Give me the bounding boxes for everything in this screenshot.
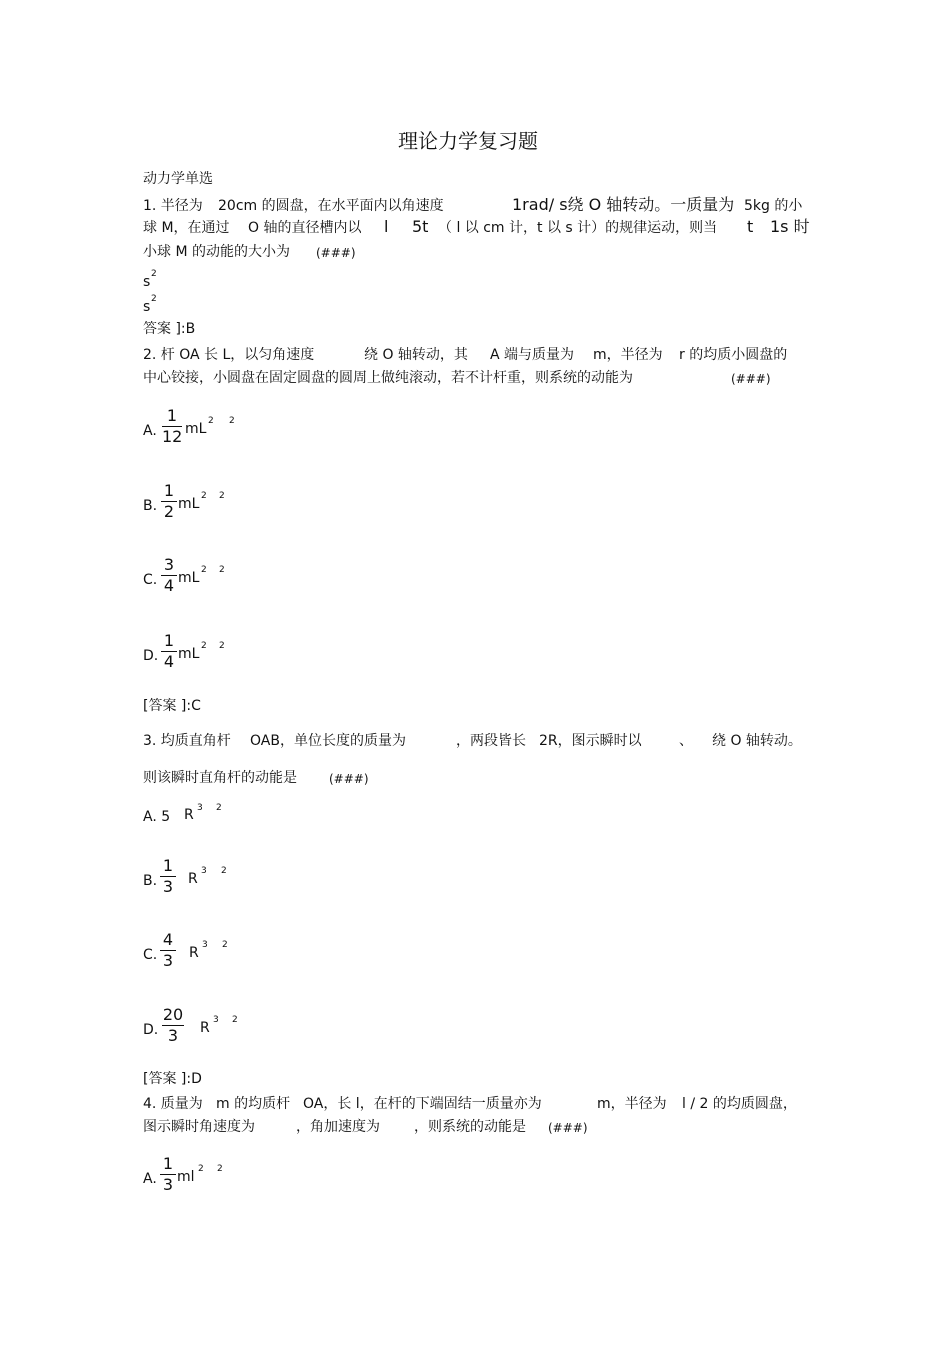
q1-option-b: s [143,299,151,315]
q1-option-a: s [143,274,151,290]
section-heading: 动力学单选 [143,171,213,187]
option-term: mL [178,496,200,512]
q4-text: ，角加速度为 [296,1119,380,1135]
option-term: R [184,807,194,823]
q2-text: 中心铰接，小圆盘在固定圆盘的圆周上做纯滚动，若不计杆重，则系统的动能为 [143,370,633,386]
numerator: 20 [162,1005,184,1024]
denominator: 3 [162,877,174,896]
superscript: 3 [202,940,208,950]
superscript: 3 [197,803,203,813]
q1-text: t 以 s 计）的规律运动，则当 [537,220,718,236]
q2-text: 绕 O 轴转动，其 [364,347,468,363]
superscript: 2 [219,491,225,501]
q2-answer: [答案 ]:C [143,698,201,714]
q3-text: 3. 均质直角杆 [143,733,231,749]
fraction [160,1155,176,1194]
option-term: R [188,871,198,887]
q3-text: 绕 O 轴转动。 [712,733,802,749]
q4-text: m 的均质杆 [216,1096,291,1112]
q4-text: l / 2 的均质圆盘， [682,1096,797,1112]
option-label: D. [143,648,159,664]
option-label: C. [143,572,158,588]
superscript: 2 [219,641,225,651]
superscript: 2 [221,866,227,876]
q4-text: OA，长 l，在杆的下端固结一质量亦为 [303,1096,542,1112]
fraction [162,407,182,446]
q2-text: (###) [731,372,771,386]
q1-text: 球 M，在通过 [143,220,230,236]
superscript: 2 [198,1164,204,1174]
denominator: 12 [162,427,183,446]
q1-text: 1s 时 [770,217,810,236]
q4-text: 4. 质量为 [143,1096,203,1112]
option-term: R [189,945,199,961]
q2-text: r 的均质小圆盘的 [679,347,788,363]
option-label: B. [143,498,158,514]
numerator: 3 [163,555,175,574]
fraction [160,931,176,970]
q2-text: m，半径为 [593,347,663,363]
fraction [161,556,177,595]
option-label: C. [143,947,158,963]
q4-text: (###) [548,1121,588,1135]
superscript: 3 [201,866,207,876]
option-label: B. [143,873,158,889]
q1-text: 20cm 的圆盘，在水平面内以角速度 [218,198,444,214]
option-label: A. 5 [143,809,171,825]
q1-text: t [747,217,754,236]
fraction [161,482,177,521]
option-label: D. [143,1022,159,1038]
fraction [162,1006,184,1045]
q4-text: ，则系统的动能是 [414,1119,526,1135]
numerator: 1 [166,406,178,425]
numerator: 1 [162,856,174,875]
superscript: 2 [217,1164,223,1174]
q1-text: O 轴的直径槽内以 [248,220,362,236]
q1-text: 1. 半径为 [143,198,203,214]
q1-text: （ l 以 cm 计， [438,220,538,236]
superscript: 2 [151,269,157,279]
superscript: 2 [216,803,222,813]
q2-text: 2. 杆 OA 长 L，以匀角速度 [143,347,315,363]
q1-text: 5t [412,217,429,236]
option-term: R [200,1020,210,1036]
q4-text: m，半径为 [597,1096,667,1112]
numerator: 1 [163,631,175,650]
numerator: 1 [162,1154,174,1173]
denominator: 4 [163,652,175,671]
q3-text: 2R，图示瞬时以 [539,733,642,749]
denominator: 2 [163,502,175,521]
denominator: 3 [162,951,174,970]
superscript: 2 [201,491,207,501]
q1-text: 5kg 的小 [744,198,803,214]
superscript: 2 [219,565,225,575]
option-term: mL [178,570,200,586]
q2-text: A 端与质量为 [490,347,575,363]
option-term: mL [178,646,200,662]
option-term: ml [177,1169,195,1185]
superscript: 2 [201,565,207,575]
denominator: 4 [163,576,175,595]
q4-text: 图示瞬时角速度为 [143,1119,255,1135]
superscript: 2 [201,641,207,651]
denominator: 3 [162,1175,174,1194]
superscript: 2 [151,294,157,304]
numerator: 1 [163,481,175,500]
q1-text: l [384,217,389,236]
superscript: 2 [222,940,228,950]
numerator: 4 [162,930,174,949]
superscript: 2 [232,1015,238,1025]
fraction [161,632,177,671]
q1-text: (###) [316,246,356,260]
fraction [160,857,176,896]
superscript: 3 [213,1015,219,1025]
q3-text: 则该瞬时直角杆的动能是 [143,770,297,786]
option-label: A. [143,1171,157,1187]
q3-text: (###) [329,772,369,786]
q3-text: 、 [679,733,693,749]
q3-text: OAB，单位长度的质量为 [250,733,406,749]
q3-text: ，两段皆长 [456,733,526,749]
option-label: A. [143,423,157,439]
superscript: 2 [229,416,235,426]
option-term: mL [185,421,207,437]
q1-text: 小球 M 的动能的大小为 [143,244,290,260]
q1-answer: 答案 ]:B [143,321,196,337]
superscript: 2 [208,416,214,426]
denominator: 3 [167,1026,179,1045]
page-title: 理论力学复习题 [398,129,538,153]
q3-answer: [答案 ]:D [143,1071,202,1087]
q1-text: 1rad/ s绕 O 轴转动。一质量为 [512,195,735,214]
